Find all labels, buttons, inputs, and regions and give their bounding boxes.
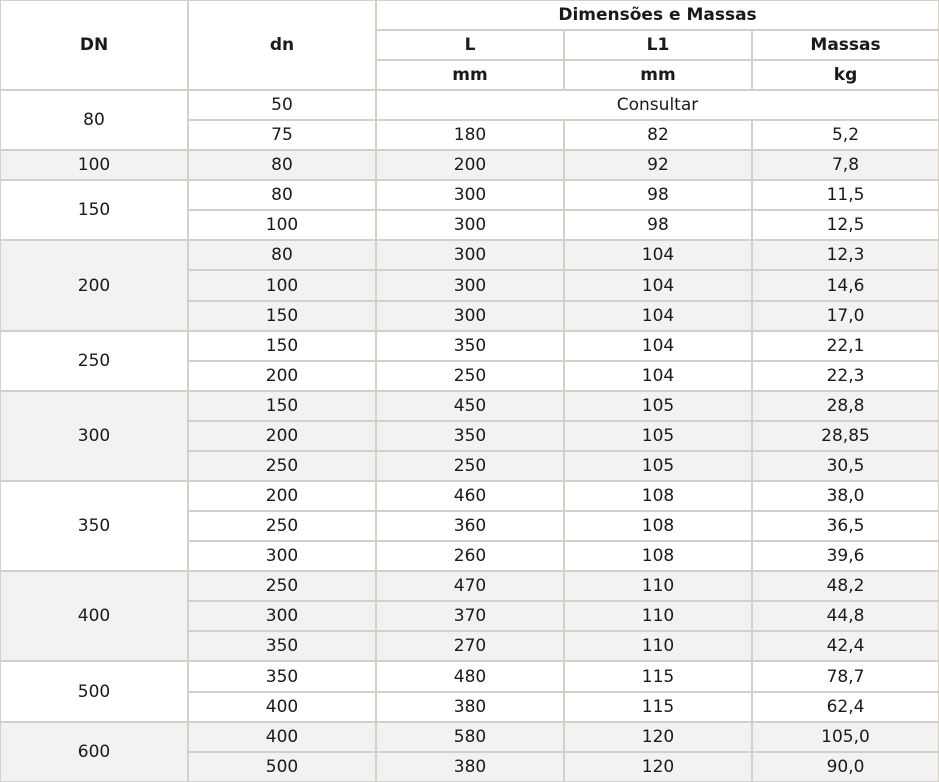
dn-cell: 250 (0, 331, 188, 391)
dn-small-cell: 100 (188, 210, 376, 240)
unit-l1: mm (564, 60, 752, 90)
table-body (0, 90, 939, 782)
table-row (0, 180, 939, 210)
l1-cell: 105 (564, 451, 752, 481)
dn-small-cell: 100 (188, 270, 376, 300)
dn-small-cell: 200 (188, 361, 376, 391)
l1-cell: 104 (564, 240, 752, 270)
massa-cell: 44,8 (752, 601, 939, 631)
dn-cell: 350 (0, 481, 188, 571)
dn-small-cell: 50 (188, 90, 376, 120)
massa-cell: 105,0 (752, 722, 939, 752)
table-row (0, 481, 939, 511)
dn-cell: 400 (0, 571, 188, 661)
header-l1: L1 (564, 30, 752, 60)
massa-cell: 30,5 (752, 451, 939, 481)
l-cell: 300 (376, 180, 564, 210)
l-cell: 260 (376, 541, 564, 571)
l-cell: 300 (376, 210, 564, 240)
dn-cell: 600 (0, 722, 188, 782)
dn-small-cell: 250 (188, 451, 376, 481)
l-cell: 300 (376, 270, 564, 300)
massa-cell: 5,2 (752, 120, 939, 150)
table-header (0, 0, 939, 90)
massa-cell: 17,0 (752, 301, 939, 331)
dn-cell: 200 (0, 240, 188, 330)
dn-small-cell: 250 (188, 511, 376, 541)
massa-cell: 11,5 (752, 180, 939, 210)
l-cell: 380 (376, 752, 564, 782)
l1-cell: 105 (564, 391, 752, 421)
l1-cell: 108 (564, 481, 752, 511)
massa-cell: 22,3 (752, 361, 939, 391)
l-cell: 300 (376, 240, 564, 270)
massa-cell: 90,0 (752, 752, 939, 782)
table-row (0, 722, 939, 752)
massa-cell: 28,85 (752, 421, 939, 451)
l-cell: 200 (376, 150, 564, 180)
dn-small-cell: 300 (188, 601, 376, 631)
header-group: Dimensões e Massas (376, 0, 939, 30)
massa-cell: 62,4 (752, 692, 939, 722)
l-cell: 350 (376, 421, 564, 451)
header-dn-small: dn (188, 0, 376, 90)
l1-cell: 104 (564, 270, 752, 300)
massa-cell: 7,8 (752, 150, 939, 180)
l1-cell: 92 (564, 150, 752, 180)
l1-cell: 98 (564, 180, 752, 210)
l1-cell: 120 (564, 722, 752, 752)
dn-small-cell: 75 (188, 120, 376, 150)
l1-cell: 105 (564, 421, 752, 451)
l1-cell: 115 (564, 661, 752, 691)
l1-cell: 115 (564, 692, 752, 722)
l-cell: 360 (376, 511, 564, 541)
l-cell: 450 (376, 391, 564, 421)
table-row (0, 661, 939, 691)
unit-massas: kg (752, 60, 939, 90)
dn-small-cell: 200 (188, 481, 376, 511)
l1-cell: 110 (564, 631, 752, 661)
l-cell: 460 (376, 481, 564, 511)
dn-small-cell: 250 (188, 571, 376, 601)
dn-small-cell: 80 (188, 150, 376, 180)
dn-cell: 100 (0, 150, 188, 180)
l-cell: 370 (376, 601, 564, 631)
l-cell: 580 (376, 722, 564, 752)
l-cell: 380 (376, 692, 564, 722)
dn-small-cell: 400 (188, 692, 376, 722)
dn-small-cell: 80 (188, 240, 376, 270)
l-cell: 470 (376, 571, 564, 601)
massa-cell: 78,7 (752, 661, 939, 691)
table-row (0, 571, 939, 601)
l1-cell: 82 (564, 120, 752, 150)
dn-small-cell: 300 (188, 541, 376, 571)
l1-cell: 120 (564, 752, 752, 782)
dn-cell: 300 (0, 391, 188, 481)
dn-small-cell: 500 (188, 752, 376, 782)
l1-cell: 110 (564, 571, 752, 601)
l-cell: 270 (376, 631, 564, 661)
l-cell: 180 (376, 120, 564, 150)
l1-cell: 110 (564, 601, 752, 631)
dn-cell: 80 (0, 90, 188, 150)
unit-l: mm (376, 60, 564, 90)
header-l: L (376, 30, 564, 60)
l1-cell: 108 (564, 511, 752, 541)
massa-cell: 48,2 (752, 571, 939, 601)
table-row (0, 391, 939, 421)
massa-cell: 39,6 (752, 541, 939, 571)
table-row (0, 331, 939, 361)
header-dn: DN (0, 0, 188, 90)
dn-small-cell: 150 (188, 391, 376, 421)
l-cell: 250 (376, 451, 564, 481)
massa-cell: 28,8 (752, 391, 939, 421)
l1-cell: 104 (564, 301, 752, 331)
massa-cell: 38,0 (752, 481, 939, 511)
l-cell: 250 (376, 361, 564, 391)
dn-small-cell: 80 (188, 180, 376, 210)
dn-small-cell: 350 (188, 661, 376, 691)
l1-cell: 104 (564, 361, 752, 391)
l-cell: 350 (376, 331, 564, 361)
consultar-cell: Consultar (376, 90, 939, 120)
massa-cell: 22,1 (752, 331, 939, 361)
massa-cell: 36,5 (752, 511, 939, 541)
dn-small-cell: 150 (188, 331, 376, 361)
dn-small-cell: 150 (188, 301, 376, 331)
massa-cell: 12,3 (752, 240, 939, 270)
dn-small-cell: 400 (188, 722, 376, 752)
l-cell: 300 (376, 301, 564, 331)
table-row (0, 90, 939, 120)
dn-small-cell: 200 (188, 421, 376, 451)
l1-cell: 108 (564, 541, 752, 571)
dn-small-cell: 350 (188, 631, 376, 661)
massa-cell: 42,4 (752, 631, 939, 661)
l1-cell: 98 (564, 210, 752, 240)
table-row (0, 150, 939, 180)
dn-cell: 500 (0, 661, 188, 721)
table-row (0, 240, 939, 270)
l-cell: 480 (376, 661, 564, 691)
header-massas: Massas (752, 30, 939, 60)
massa-cell: 12,5 (752, 210, 939, 240)
l1-cell: 104 (564, 331, 752, 361)
massa-cell: 14,6 (752, 270, 939, 300)
dn-cell: 150 (0, 180, 188, 240)
